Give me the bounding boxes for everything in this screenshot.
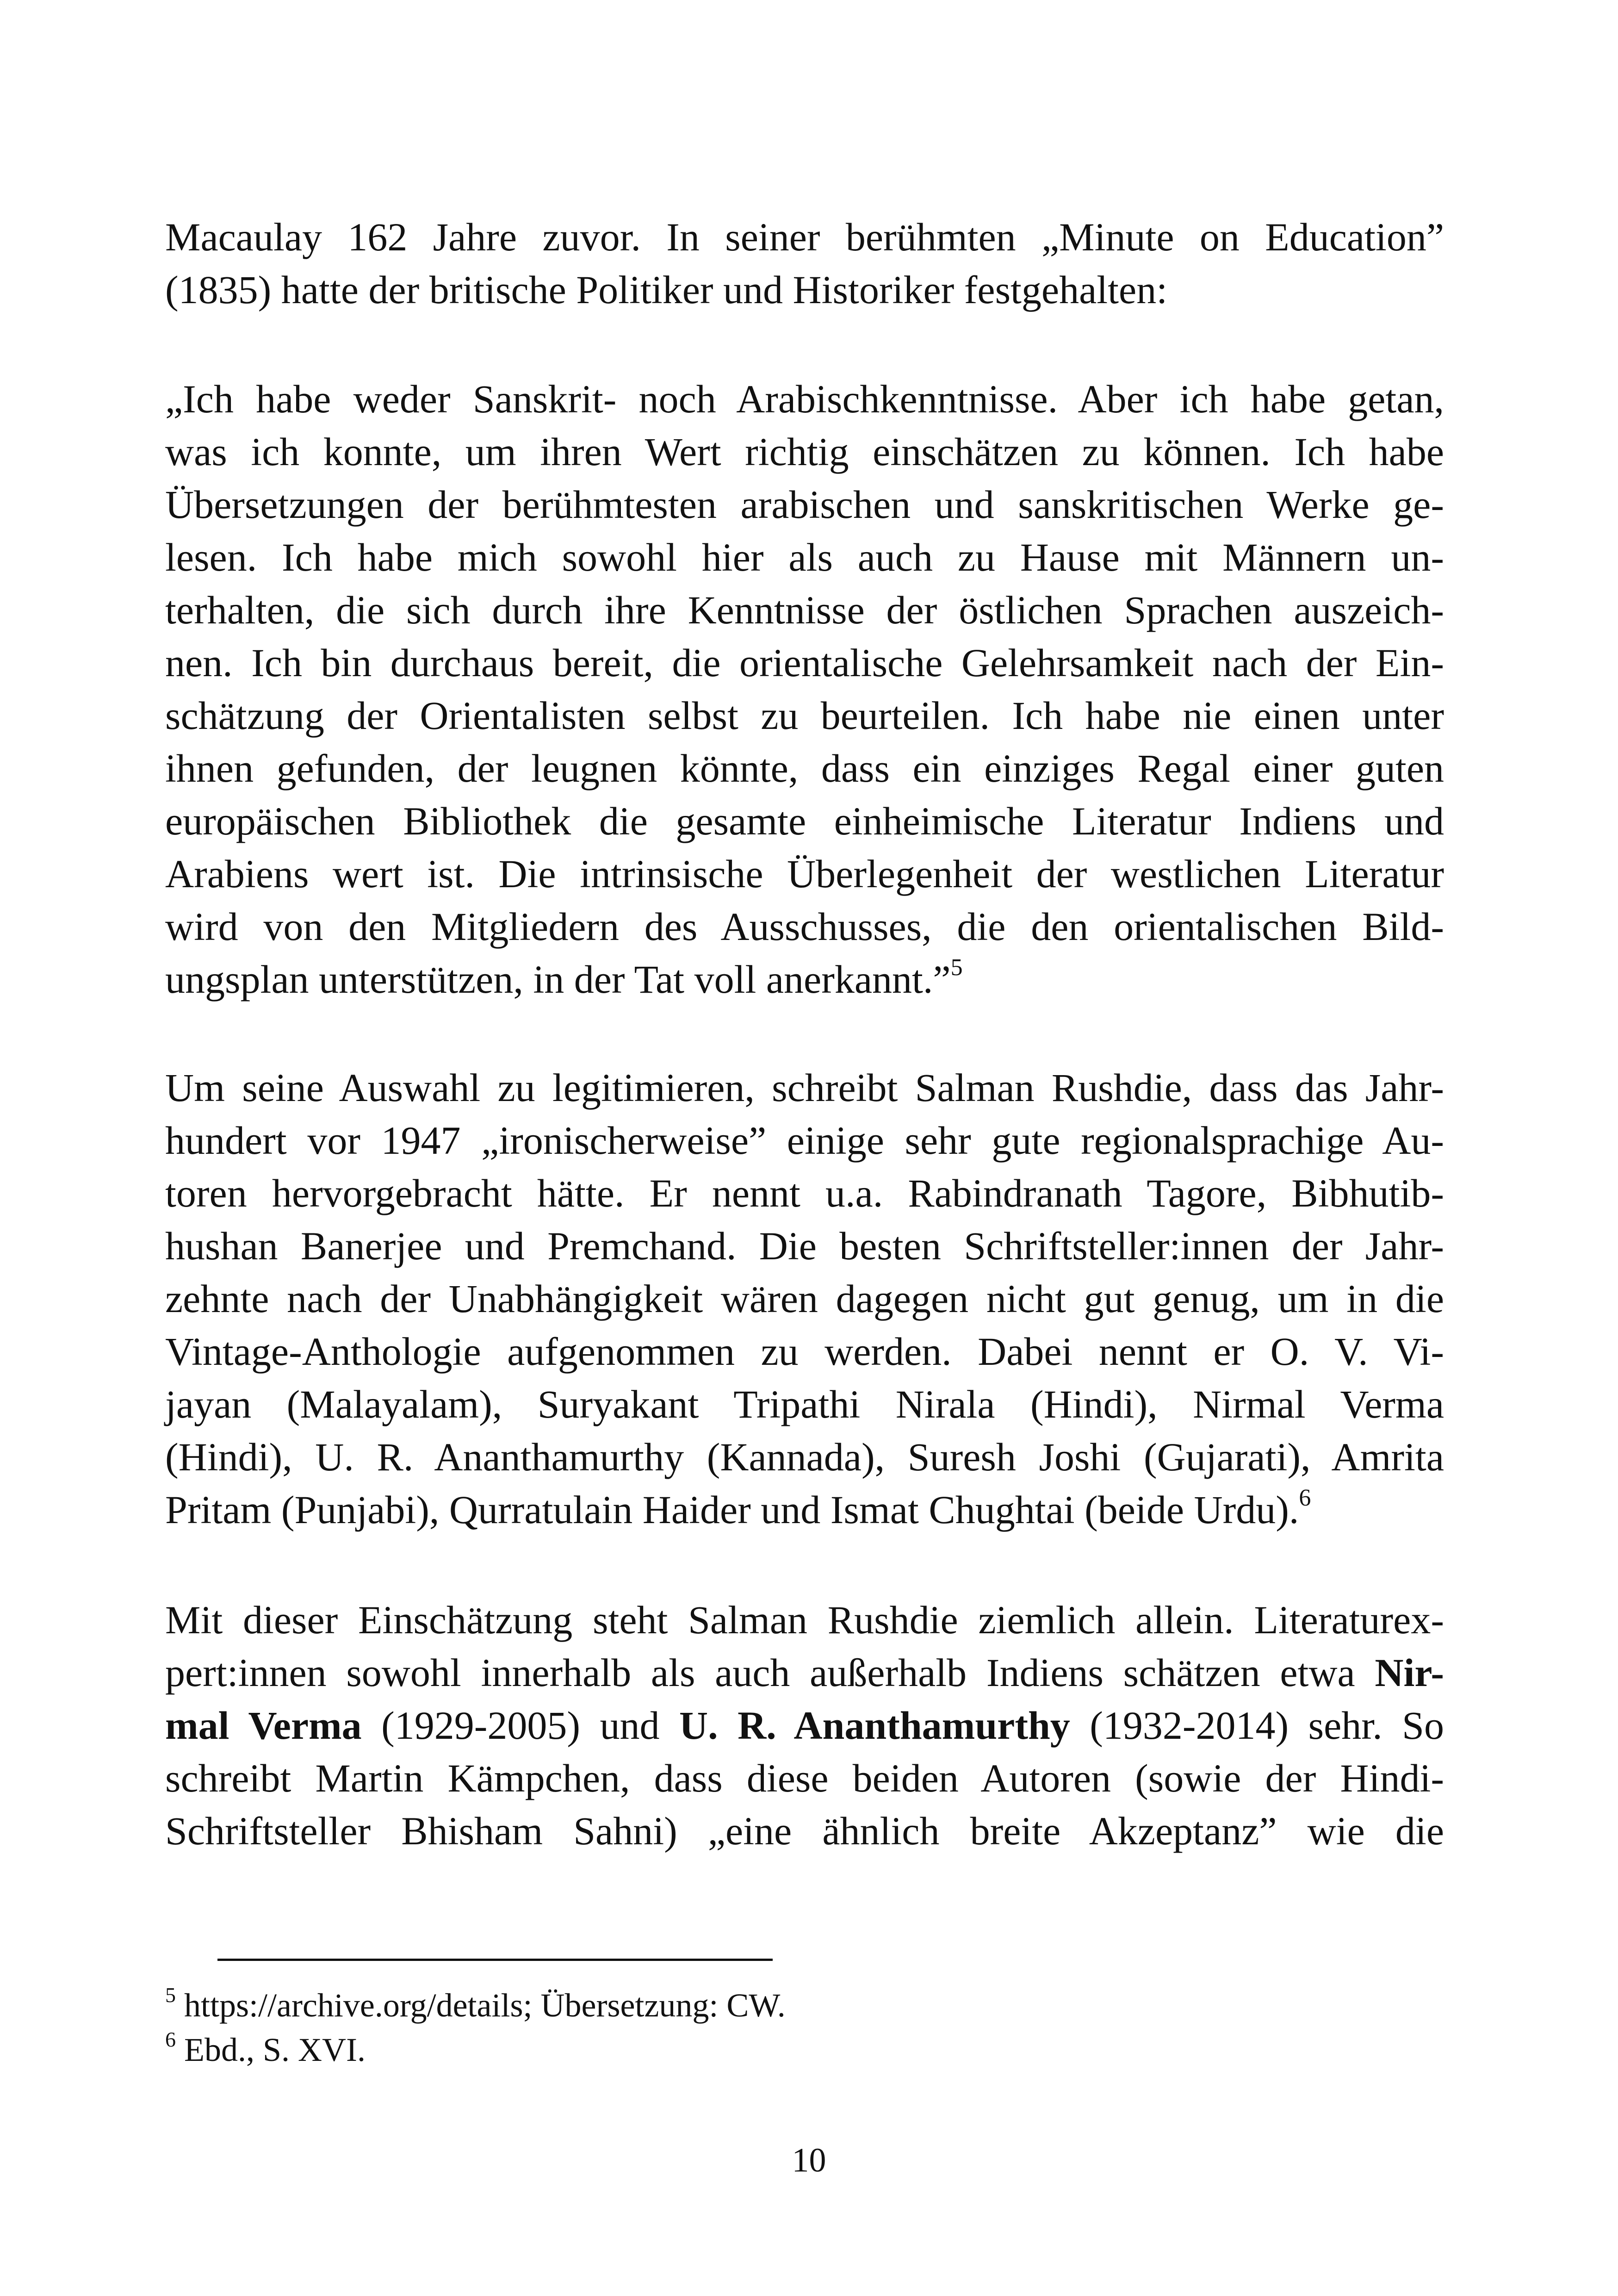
page-number: 10 [792, 2141, 826, 2179]
footnote-mark: 5 [165, 1983, 176, 2007]
text-line: Arabiens wert ist. Die intrinsische Überlegenheit der westlichen Literatur [165, 852, 1444, 896]
text-line [165, 1646, 1444, 1699]
author-name-bold: U. R. Ananthamurthy [679, 1703, 1070, 1748]
text-line: Mit dieser Einschätzung steht Salman Rushdie ziemlich allein. Literaturex- [165, 1598, 1444, 1642]
text-line [165, 953, 1444, 1006]
paragraph-rushdie-selection [165, 1061, 1444, 1536]
text-line: Vintage-Anthologie aufgenommen zu werden. Dabei nennt er O. V. Vi- [165, 1329, 1444, 1374]
footnote-separator [217, 1959, 773, 1961]
text-line: (Hindi), U. R. Ananthamurthy (Kannada), Suresh Joshi (Gujarati), Amrita [165, 1435, 1444, 1479]
text-line: zehnte nach der Unabhängigkeit wären dagegen nicht gut genug, um in die [165, 1276, 1444, 1321]
quotation-macaulay [165, 373, 1444, 1006]
text-line: Schriftsteller Bhisham Sahni) „eine ähnlich breite Akzeptanz” wie die [165, 1809, 1444, 1853]
text-segment: (1932-2014) sehr. So [1070, 1703, 1444, 1748]
text-line: „Ich habe weder Sanskrit- noch Arabischkenntnisse. Aber ich habe getan, [165, 377, 1444, 421]
text-line: jayan (Malayalam), Suryakant Tripathi Nirala (Hindi), Nirmal Verma [165, 1382, 1444, 1426]
footnote-reference[interactable]: 6 [1299, 1485, 1311, 1512]
author-name-bold: Nir- [1375, 1650, 1444, 1695]
paragraph-macaulay-intro [165, 211, 1444, 316]
text-line: Macaulay 162 Jahre zuvor. In seiner berühmten „Minute on Education” [165, 215, 1444, 259]
footnote-item [165, 2028, 1444, 2072]
text-segment: (1929-2005) und [361, 1703, 680, 1748]
text-line: lesen. Ich habe mich sowohl hier als auch zu Hause mit Männern un- [165, 535, 1444, 579]
text-line: ihnen gefunden, der leugnen könnte, dass ein einziges Regal einer guten [165, 746, 1444, 790]
text-line: wird von den Mitgliedern des Ausschusses, die den orientalischen Bild- [165, 904, 1444, 949]
text-line-content: Pritam (Punjabi), Qurratulain Haider und Ismat Chughtai (beide Urdu). [165, 1487, 1299, 1532]
text-line: Um seine Auswahl zu legitimieren, schreibt Salman Rushdie, dass das Jahr- [165, 1065, 1444, 1110]
text-line: (1835) hatte der britische Politiker und Historiker festgehalten: [165, 268, 1168, 312]
author-name-bold: mal Verma [165, 1703, 362, 1748]
footnote-mark: 6 [165, 2028, 176, 2051]
footnotes [165, 1983, 1444, 2072]
text-line: europäischen Bibliothek die gesamte einheimische Literatur Indiens und [165, 799, 1444, 843]
text-line: Übersetzungen der berühmtesten arabischen und sanskritischen Werke ge- [165, 482, 1444, 527]
text-line [165, 1699, 1444, 1752]
text-line: hundert vor 1947 „ironischerweise” einige sehr gute regionalsprachige Au- [165, 1118, 1444, 1163]
text-segment: pert:innen sowohl innerhalb als auch außerhalb Indiens schätzen etwa [165, 1650, 1375, 1695]
text-line: was ich konnte, um ihren Wert richtig einschätzen zu können. Ich habe [165, 429, 1444, 474]
footnote-reference[interactable]: 5 [950, 954, 963, 981]
text-line: toren hervorgebracht hätte. Er nennt u.a. Rabindranath Tagore, Bibhutib- [165, 1171, 1444, 1215]
footnote-text: Ebd., S. XVI. [176, 2031, 366, 2068]
text-line: nen. Ich bin durchaus bereit, die orientalische Gelehrsamkeit nach der Ein- [165, 641, 1444, 685]
footnote-text: https://archive.org/details; Übersetzung: CW. [176, 1987, 786, 2024]
text-line: hushan Banerjee und Premchand. Die besten Schriftsteller:innen der Jahr- [165, 1224, 1444, 1268]
text-line: schätzung der Orientalisten selbst zu beurteilen. Ich habe nie einen unter [165, 693, 1444, 738]
text-line-content: ungsplan unterstützen, in der Tat voll anerkannt.” [165, 957, 951, 1002]
paragraph-literary-experts [165, 1593, 1444, 1857]
text-line [165, 1483, 1444, 1536]
text-line: terhalten, die sich durch ihre Kenntnisse der östlichen Sprachen auszeich- [165, 588, 1444, 632]
text-line: schreibt Martin Kämpchen, dass diese beiden Autoren (sowie der Hindi- [165, 1756, 1444, 1800]
footnote-item [165, 1983, 1444, 2028]
